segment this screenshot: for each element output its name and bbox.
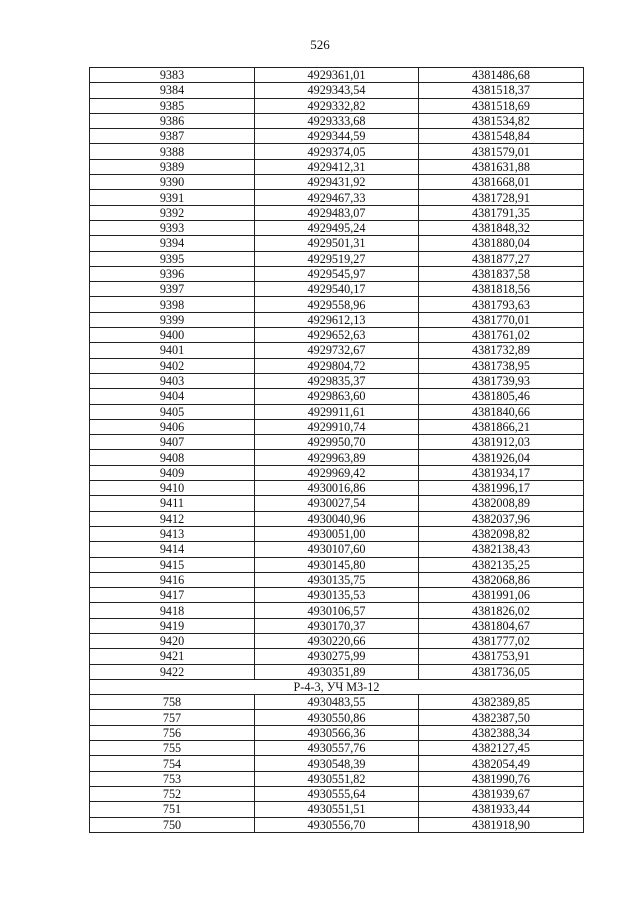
point-number-cell: 9383 [90, 68, 255, 83]
x-coordinate-cell: 4930135,53 [255, 588, 419, 603]
x-coordinate-cell: 4929963,89 [255, 450, 419, 465]
x-coordinate-cell: 4929483,07 [255, 205, 419, 220]
x-coordinate-cell: 4930551,82 [255, 771, 419, 786]
y-coordinate-cell: 4381668,01 [419, 175, 584, 190]
point-number-cell: 9408 [90, 450, 255, 465]
table-row [90, 542, 584, 557]
point-number-cell: 750 [90, 817, 255, 832]
x-coordinate-cell: 4930556,70 [255, 817, 419, 832]
x-coordinate-cell: 4929412,31 [255, 159, 419, 174]
point-number-cell: 756 [90, 725, 255, 740]
table-row [90, 633, 584, 648]
point-number-cell: 9398 [90, 297, 255, 312]
x-coordinate-cell: 4930566,36 [255, 725, 419, 740]
table-row [90, 251, 584, 266]
section-title: Р-4-3, УЧ МЗ-12 [90, 679, 584, 694]
table-row [90, 465, 584, 480]
table-row [90, 557, 584, 572]
page-number: 526 [310, 37, 330, 52]
table-row [90, 266, 584, 281]
point-number-cell: 753 [90, 771, 255, 786]
y-coordinate-cell: 4381848,32 [419, 220, 584, 235]
x-coordinate-cell: 4929431,92 [255, 175, 419, 190]
point-number-cell: 9401 [90, 343, 255, 358]
y-coordinate-cell: 4381793,63 [419, 297, 584, 312]
table-row [90, 786, 584, 801]
table-row [90, 695, 584, 710]
point-number-cell: 9405 [90, 404, 255, 419]
x-coordinate-cell: 4929495,24 [255, 220, 419, 235]
point-number-cell: 9390 [90, 175, 255, 190]
x-coordinate-cell: 4929612,13 [255, 312, 419, 327]
table-row [90, 419, 584, 434]
x-coordinate-cell: 4930107,60 [255, 542, 419, 557]
table-row [90, 282, 584, 297]
point-number-cell: 9385 [90, 98, 255, 113]
point-number-cell: 754 [90, 756, 255, 771]
y-coordinate-cell: 4381738,95 [419, 358, 584, 373]
table-row [90, 175, 584, 190]
table-row [90, 572, 584, 587]
x-coordinate-cell: 4929910,74 [255, 419, 419, 434]
table-row [90, 496, 584, 511]
table-row [90, 205, 584, 220]
x-coordinate-cell: 4929545,97 [255, 266, 419, 281]
y-coordinate-cell: 4381631,88 [419, 159, 584, 174]
x-coordinate-cell: 4929501,31 [255, 236, 419, 251]
y-coordinate-cell: 4381880,04 [419, 236, 584, 251]
point-number-cell: 757 [90, 710, 255, 725]
coordinates-table-body [90, 68, 584, 833]
y-coordinate-cell: 4381518,69 [419, 98, 584, 113]
point-number-cell: 9402 [90, 358, 255, 373]
point-number-cell: 9403 [90, 373, 255, 388]
y-coordinate-cell: 4381990,76 [419, 771, 584, 786]
y-coordinate-cell: 4381753,91 [419, 649, 584, 664]
x-coordinate-cell: 4929558,96 [255, 297, 419, 312]
table-row [90, 159, 584, 174]
point-number-cell: 9394 [90, 236, 255, 251]
y-coordinate-cell: 4381732,89 [419, 343, 584, 358]
x-coordinate-cell: 4929333,68 [255, 113, 419, 128]
table-row [90, 526, 584, 541]
x-coordinate-cell: 4930557,76 [255, 741, 419, 756]
point-number-cell: 755 [90, 741, 255, 756]
y-coordinate-cell: 4381918,90 [419, 817, 584, 832]
y-coordinate-cell: 4381761,02 [419, 328, 584, 343]
point-number-cell: 9418 [90, 603, 255, 618]
x-coordinate-cell: 4930040,96 [255, 511, 419, 526]
x-coordinate-cell: 4930275,99 [255, 649, 419, 664]
x-coordinate-cell: 4929969,42 [255, 465, 419, 480]
x-coordinate-cell: 4929332,82 [255, 98, 419, 113]
y-coordinate-cell: 4382389,85 [419, 695, 584, 710]
y-coordinate-cell: 4382068,86 [419, 572, 584, 587]
y-coordinate-cell: 4381933,44 [419, 802, 584, 817]
table-row [90, 297, 584, 312]
point-number-cell: 9407 [90, 435, 255, 450]
point-number-cell: 9406 [90, 419, 255, 434]
point-number-cell: 9395 [90, 251, 255, 266]
table-row [90, 236, 584, 251]
table-row [90, 389, 584, 404]
x-coordinate-cell: 4930145,80 [255, 557, 419, 572]
table-row [90, 618, 584, 633]
x-coordinate-cell: 4929361,01 [255, 68, 419, 83]
point-number-cell: 9417 [90, 588, 255, 603]
point-number-cell: 9416 [90, 572, 255, 587]
point-number-cell: 9415 [90, 557, 255, 572]
x-coordinate-cell: 4929732,67 [255, 343, 419, 358]
y-coordinate-cell: 4381826,02 [419, 603, 584, 618]
point-number-cell: 9409 [90, 465, 255, 480]
y-coordinate-cell: 4381939,67 [419, 786, 584, 801]
y-coordinate-cell: 4381926,04 [419, 450, 584, 465]
y-coordinate-cell: 4382388,34 [419, 725, 584, 740]
x-coordinate-cell: 4930483,55 [255, 695, 419, 710]
x-coordinate-cell: 4929374,05 [255, 144, 419, 159]
y-coordinate-cell: 4381739,93 [419, 373, 584, 388]
x-coordinate-cell: 4929652,63 [255, 328, 419, 343]
y-coordinate-cell: 4381996,17 [419, 481, 584, 496]
y-coordinate-cell: 4381579,01 [419, 144, 584, 159]
y-coordinate-cell: 4381818,56 [419, 282, 584, 297]
table-row [90, 741, 584, 756]
table-row [90, 802, 584, 817]
x-coordinate-cell: 4930551,51 [255, 802, 419, 817]
y-coordinate-cell: 4382138,43 [419, 542, 584, 557]
table-row [90, 664, 584, 679]
y-coordinate-cell: 4382054,49 [419, 756, 584, 771]
point-number-cell: 9389 [90, 159, 255, 174]
point-number-cell: 9387 [90, 129, 255, 144]
point-number-cell: 9386 [90, 113, 255, 128]
y-coordinate-cell: 4382037,96 [419, 511, 584, 526]
x-coordinate-cell: 4930351,89 [255, 664, 419, 679]
y-coordinate-cell: 4382387,50 [419, 710, 584, 725]
table-row [90, 511, 584, 526]
section-header-row [90, 679, 584, 694]
y-coordinate-cell: 4381770,01 [419, 312, 584, 327]
table-row [90, 144, 584, 159]
point-number-cell: 9410 [90, 481, 255, 496]
table-row [90, 312, 584, 327]
x-coordinate-cell: 4930051,00 [255, 526, 419, 541]
point-number-cell: 9396 [90, 266, 255, 281]
table-row [90, 220, 584, 235]
table-row [90, 404, 584, 419]
y-coordinate-cell: 4381518,37 [419, 83, 584, 98]
table-row [90, 190, 584, 205]
table-row [90, 358, 584, 373]
point-number-cell: 9421 [90, 649, 255, 664]
point-number-cell: 9412 [90, 511, 255, 526]
x-coordinate-cell: 4929540,17 [255, 282, 419, 297]
table-row [90, 588, 584, 603]
table-row [90, 435, 584, 450]
x-coordinate-cell: 4929467,33 [255, 190, 419, 205]
point-number-cell: 9419 [90, 618, 255, 633]
x-coordinate-cell: 4930106,57 [255, 603, 419, 618]
x-coordinate-cell: 4930016,86 [255, 481, 419, 496]
x-coordinate-cell: 4930550,86 [255, 710, 419, 725]
table-row [90, 649, 584, 664]
x-coordinate-cell: 4930220,66 [255, 633, 419, 648]
point-number-cell: 9400 [90, 328, 255, 343]
y-coordinate-cell: 4382008,89 [419, 496, 584, 511]
point-number-cell: 9404 [90, 389, 255, 404]
table-row [90, 98, 584, 113]
x-coordinate-cell: 4929344,59 [255, 129, 419, 144]
y-coordinate-cell: 4381866,21 [419, 419, 584, 434]
table-row [90, 113, 584, 128]
y-coordinate-cell: 4381837,58 [419, 266, 584, 281]
point-number-cell: 9411 [90, 496, 255, 511]
table-row [90, 68, 584, 83]
x-coordinate-cell: 4930027,54 [255, 496, 419, 511]
point-number-cell: 9388 [90, 144, 255, 159]
y-coordinate-cell: 4381991,06 [419, 588, 584, 603]
y-coordinate-cell: 4381728,91 [419, 190, 584, 205]
x-coordinate-cell: 4929950,70 [255, 435, 419, 450]
table-row [90, 710, 584, 725]
point-number-cell: 9422 [90, 664, 255, 679]
table-row [90, 450, 584, 465]
table-row [90, 756, 584, 771]
y-coordinate-cell: 4382098,82 [419, 526, 584, 541]
table-row [90, 343, 584, 358]
y-coordinate-cell: 4381805,46 [419, 389, 584, 404]
y-coordinate-cell: 4381777,02 [419, 633, 584, 648]
table-row [90, 328, 584, 343]
y-coordinate-cell: 4381791,35 [419, 205, 584, 220]
y-coordinate-cell: 4381840,66 [419, 404, 584, 419]
table-row [90, 603, 584, 618]
x-coordinate-cell: 4930135,75 [255, 572, 419, 587]
table-row [90, 771, 584, 786]
y-coordinate-cell: 4381736,05 [419, 664, 584, 679]
x-coordinate-cell: 4930548,39 [255, 756, 419, 771]
point-number-cell: 9420 [90, 633, 255, 648]
point-number-cell: 9413 [90, 526, 255, 541]
point-number-cell: 751 [90, 802, 255, 817]
point-number-cell: 9392 [90, 205, 255, 220]
table-row [90, 725, 584, 740]
table-row [90, 129, 584, 144]
x-coordinate-cell: 4929343,54 [255, 83, 419, 98]
x-coordinate-cell: 4929835,37 [255, 373, 419, 388]
y-coordinate-cell: 4381934,17 [419, 465, 584, 480]
point-number-cell: 9384 [90, 83, 255, 98]
y-coordinate-cell: 4381486,68 [419, 68, 584, 83]
point-number-cell: 9393 [90, 220, 255, 235]
point-number-cell: 9414 [90, 542, 255, 557]
table-row [90, 373, 584, 388]
x-coordinate-cell: 4930555,64 [255, 786, 419, 801]
y-coordinate-cell: 4381534,82 [419, 113, 584, 128]
y-coordinate-cell: 4381548,84 [419, 129, 584, 144]
table-row [90, 481, 584, 496]
y-coordinate-cell: 4381912,03 [419, 435, 584, 450]
y-coordinate-cell: 4381877,27 [419, 251, 584, 266]
point-number-cell: 9397 [90, 282, 255, 297]
x-coordinate-cell: 4929804,72 [255, 358, 419, 373]
y-coordinate-cell: 4382135,25 [419, 557, 584, 572]
x-coordinate-cell: 4929911,61 [255, 404, 419, 419]
point-number-cell: 9391 [90, 190, 255, 205]
table-row [90, 817, 584, 832]
point-number-cell: 758 [90, 695, 255, 710]
table-row [90, 83, 584, 98]
y-coordinate-cell: 4381804,67 [419, 618, 584, 633]
y-coordinate-cell: 4382127,45 [419, 741, 584, 756]
point-number-cell: 9399 [90, 312, 255, 327]
coordinates-table [89, 67, 584, 833]
point-number-cell: 752 [90, 786, 255, 801]
x-coordinate-cell: 4930170,37 [255, 618, 419, 633]
x-coordinate-cell: 4929863,60 [255, 389, 419, 404]
x-coordinate-cell: 4929519,27 [255, 251, 419, 266]
